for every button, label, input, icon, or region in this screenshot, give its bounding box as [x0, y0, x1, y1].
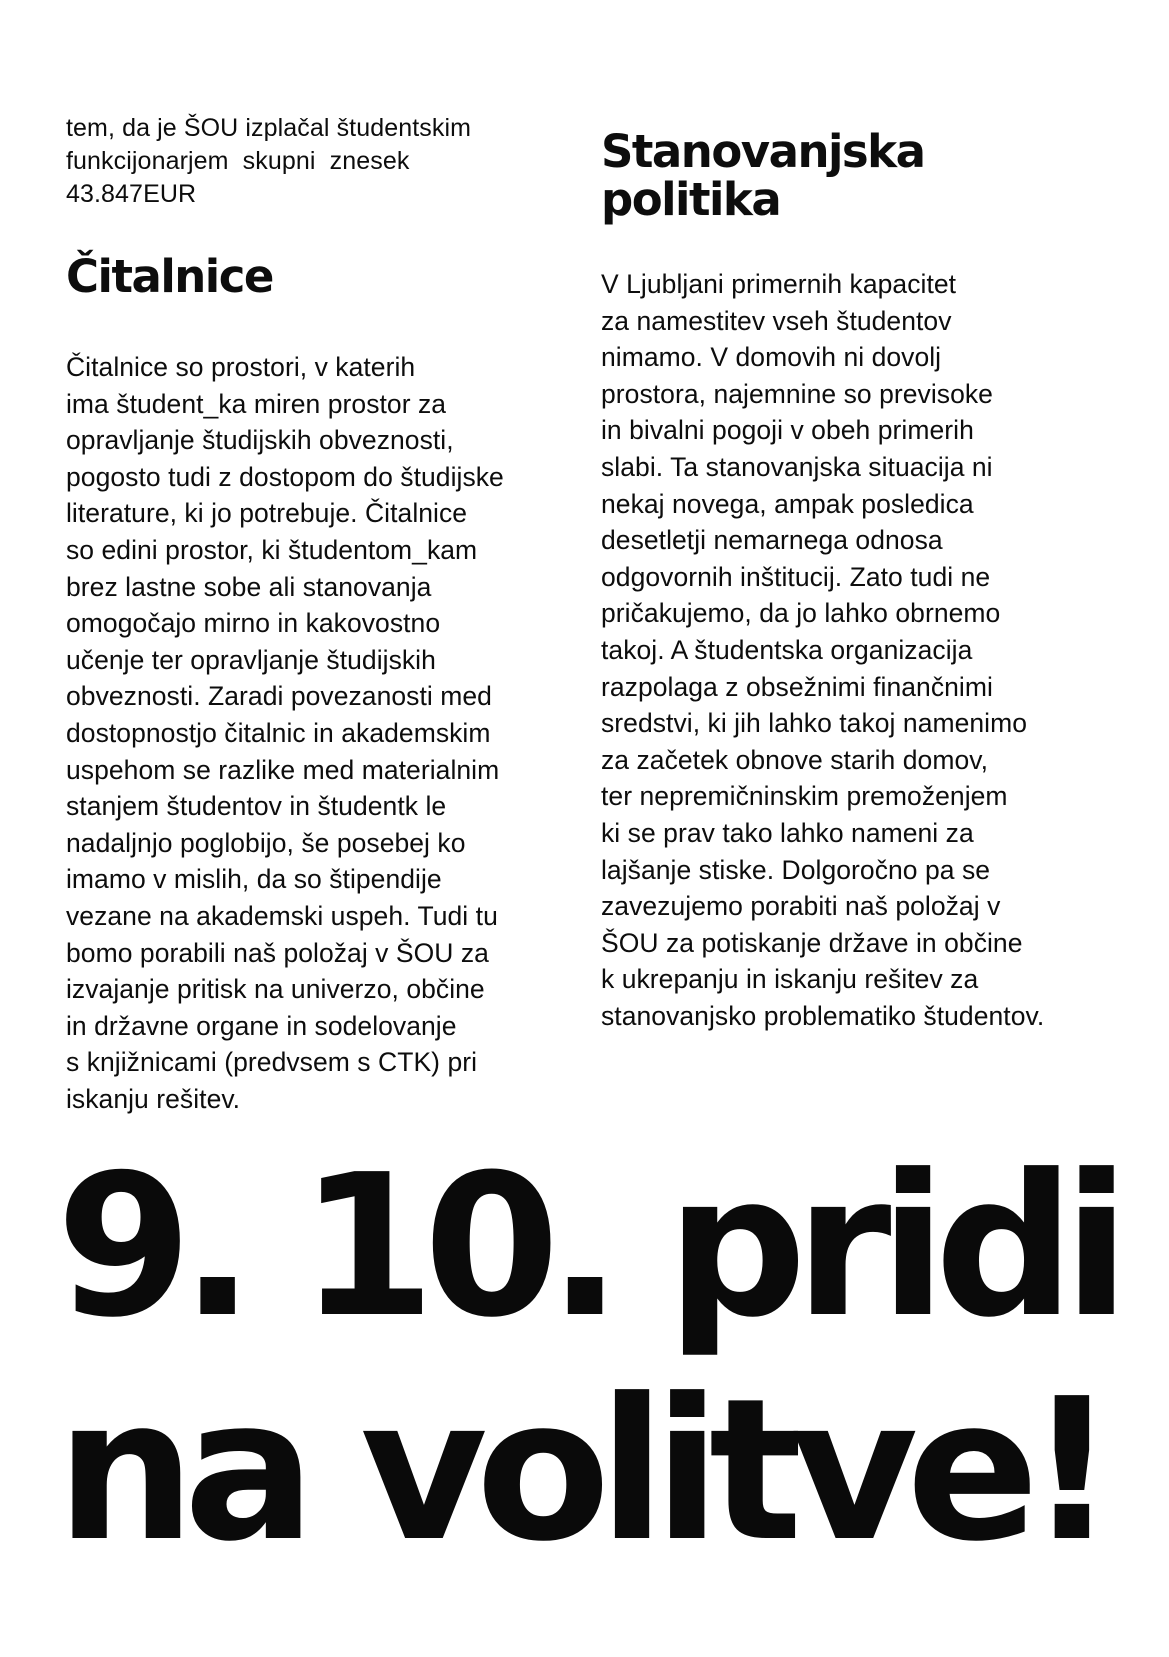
carry-over-line: tem, da je ŠOU izplačal študentskim — [66, 114, 472, 142]
text-line: V Ljubljani primernih kapacitet — [601, 269, 957, 299]
carry-over-line: funkcijonarjem skupni znesek — [66, 147, 410, 175]
text-line: ter nepremičninskim premoženjem — [601, 781, 1008, 812]
left-column — [66, 112, 586, 1117]
text-line: izvajanje pritisk na univerzo, občine — [66, 974, 485, 1005]
text-line: in državne organe in sodelovanje — [66, 1010, 457, 1041]
text-line: brez lastne sobe ali stanovanja — [66, 571, 432, 602]
text-line: za začetek obnove starih domov, — [601, 744, 988, 775]
stanovanjska-paragraph — [601, 266, 1121, 1034]
text-line: dostopnostjo čitalnic in akademskim — [66, 717, 491, 748]
right-column — [601, 125, 1121, 1034]
text-line: Čitalnice so prostori, v katerih — [66, 352, 416, 382]
text-line: obveznosti. Zaradi povezanosti med — [66, 681, 492, 712]
heading-line: politika — [601, 173, 781, 226]
text-line: nadaljnjo poglobijo, še posebej ko — [66, 827, 466, 858]
text-line: imamo v mislih, da so štipendije — [66, 864, 442, 895]
text-line: za namestitev vseh študentov — [601, 305, 952, 336]
text-line: stanovanjsko problematiko študentov. — [601, 1000, 1045, 1031]
text-line: ŠOU za potiskanje države in občine — [601, 927, 1023, 958]
text-line: iskanju rešitev. — [66, 1083, 241, 1114]
text-line: vezane na akademski uspeh. Tudi tu — [66, 900, 498, 931]
text-line: pogosto tudi z dostopom do študijske — [66, 461, 504, 492]
text-line: zavezujemo porabiti naš položaj v — [601, 891, 1001, 922]
slogan-line-date: 9. 10. pridi — [56, 1133, 1119, 1361]
citalnice-heading: Čitalnice — [66, 250, 273, 303]
text-line: lajšanje stiske. Dolgoročno pa se — [601, 854, 991, 885]
text-line: literature, ki jo potrebuje. Čitalnice — [66, 498, 468, 529]
text-line: omogočajo mirno in kakovostno — [66, 608, 441, 639]
slogan-line-call: na volitve! — [56, 1357, 1105, 1585]
text-line: stanjem študentov in študentk le — [66, 791, 447, 822]
heading-line: Stanovanjska — [601, 125, 925, 178]
text-line: pričakujemo, da jo lahko obrnemo — [601, 598, 1001, 629]
text-line: so edini prostor, ki študentom_kam — [66, 534, 478, 565]
text-line: uspehom se razlike med materialnim — [66, 754, 500, 785]
text-line: nimamo. V domovih ni dovolj — [601, 342, 942, 373]
citalnice-paragraph — [66, 349, 586, 1117]
text-line: bomo porabili naš položaj v ŠOU za — [66, 937, 489, 968]
text-line: učenje ter opravljanje študijskih — [66, 644, 436, 675]
text-line: in bivalni pogoji v obeh primerih — [601, 415, 974, 446]
election-slogan — [56, 1135, 1146, 1583]
stanovanjska-politika-heading — [601, 125, 1121, 226]
text-line: s knjižnicami (predvsem s CTK) pri — [66, 1047, 478, 1078]
carry-over-line: 43.847EUR — [66, 180, 197, 208]
text-line: razpolaga z obsežnimi finančnimi — [601, 671, 993, 702]
text-line: takoj. A študentska organizacija — [601, 634, 973, 665]
text-line: sredstvi, ki jih lahko takoj namenimo — [601, 708, 1028, 739]
text-line: ima študent_ka miren prostor za — [66, 388, 447, 419]
text-line: nekaj novega, ampak posledica — [601, 488, 974, 519]
text-line: k ukrepanju in iskanju rešitev za — [601, 964, 979, 995]
text-line: odgovornih inštitucij. Zato tudi ne — [601, 561, 991, 592]
text-line: desetletji nemarnega odnosa — [601, 525, 943, 556]
text-line: ki se prav tako lahko nameni za — [601, 817, 974, 848]
text-line: opravljanje študijskih obveznosti, — [66, 425, 454, 456]
text-line: slabi. Ta stanovanjska situacija ni — [601, 451, 993, 482]
text-line: prostora, najemnine so previsoke — [601, 378, 993, 409]
carry-over-paragraph — [66, 112, 586, 211]
